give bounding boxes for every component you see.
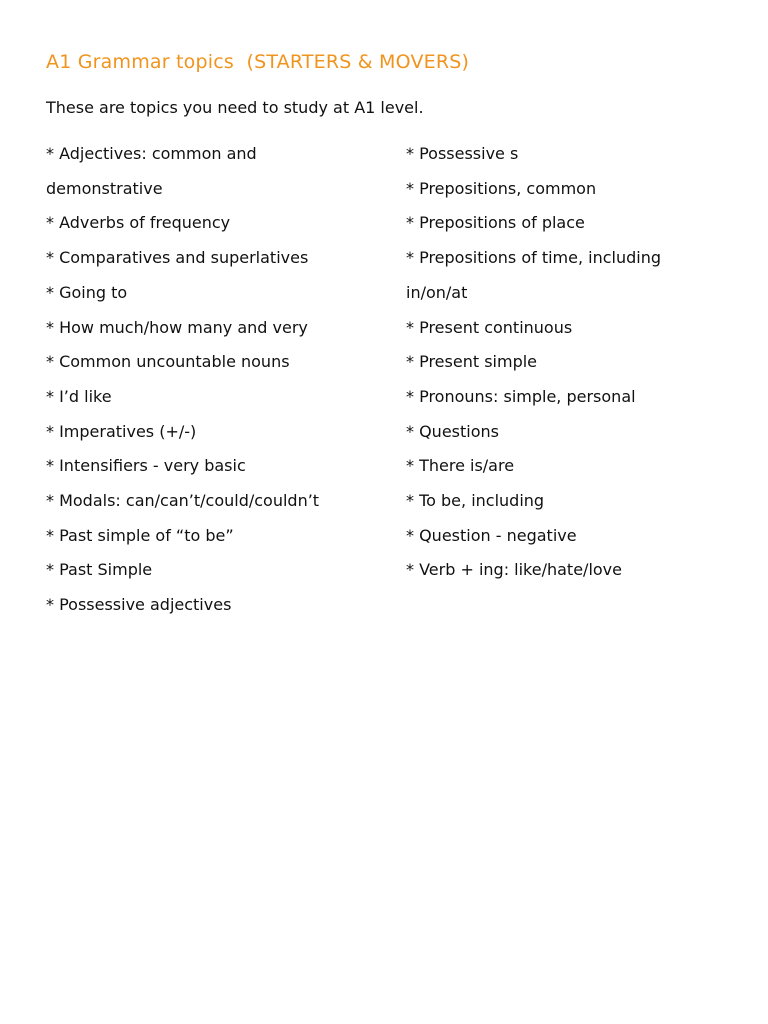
topic-item: * Comparatives and superlatives [46, 248, 309, 268]
topic-item: * Present continuous [406, 317, 573, 337]
topic-item: demonstrative [46, 178, 163, 198]
topics-left-column [46, 137, 376, 623]
intro-text: These are topics you need to study at A1 level. [46, 98, 424, 117]
topic-item: * Question - negative [406, 525, 577, 545]
topic-item: * Pronouns: simple, personal [406, 386, 636, 406]
topic-item: * There is/are [406, 456, 515, 476]
topic-item: * Modals: can/can’t/could/couldn’t [46, 491, 320, 511]
topic-item: * Past Simple [46, 560, 153, 580]
topic-item: * Prepositions of time, including [406, 248, 662, 268]
topic-item: * Common uncountable nouns [46, 352, 290, 372]
topic-item: * Adverbs of frequency [46, 213, 231, 233]
topic-item: * To be, including [406, 491, 545, 511]
topics-right-column [406, 137, 706, 588]
topic-item: * I’d like [46, 386, 112, 406]
topic-item: * How much/how many and very [46, 317, 308, 337]
topic-item: * Going to [46, 282, 128, 302]
topic-item: * Possessive adjectives [46, 595, 232, 615]
topic-item: in/on/at [406, 282, 468, 302]
topic-item: * Questions [406, 421, 499, 441]
topic-item: * Intensifiers - very basic [46, 456, 246, 476]
topic-item: * Prepositions of place [406, 213, 585, 233]
topic-item: * Verb + ing: like/hate/love [406, 560, 622, 580]
topic-item: * Possessive s [406, 144, 519, 163]
topic-item: * Adjectives: common and [46, 144, 257, 163]
topic-item: * Prepositions, common [406, 178, 597, 198]
topic-item: * Imperatives (+/-) [46, 421, 197, 441]
page-title: A1 Grammar topics (STARTERS & MOVERS) [46, 51, 470, 73]
topic-item: * Present simple [406, 352, 538, 372]
topic-item: * Past simple of “to be” [46, 525, 234, 545]
